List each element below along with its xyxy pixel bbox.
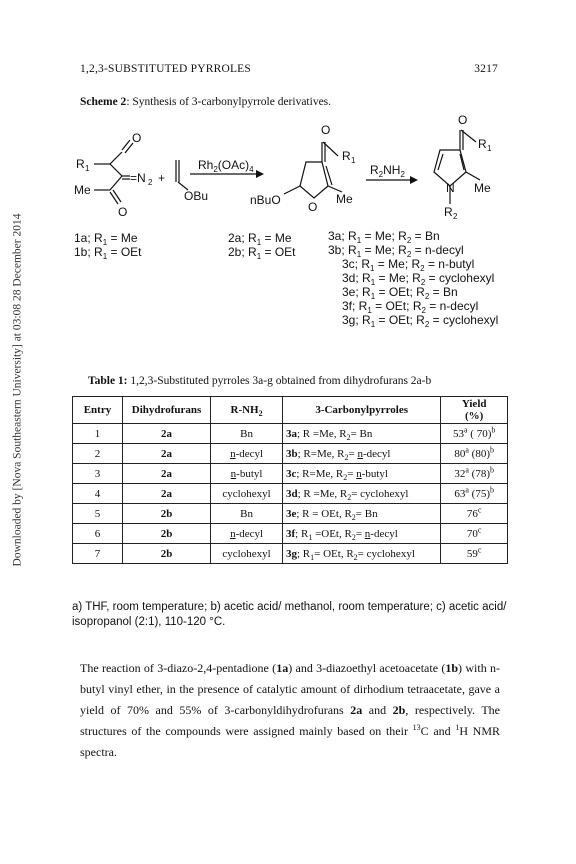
svg-text:Me: Me bbox=[74, 183, 91, 197]
svg-text:+: + bbox=[158, 171, 166, 185]
table-row bbox=[73, 504, 508, 524]
header-yield: Yield (%) bbox=[441, 397, 508, 424]
svg-text:3b; R1 = Me; R2 = n-decyl: 3b; $R_1 = Me$; $R_2$ = n-decyl bbox=[328, 243, 464, 259]
cell-dihydrofuran: 2a bbox=[122, 464, 210, 484]
svg-text:3d; R1 = Me; R2 = cyclohexyl: 3d; $R_1 = Me$; $R_2$ = cyclohexyl bbox=[342, 271, 495, 287]
svg-text:N: N bbox=[446, 181, 455, 195]
cell-amine: cyclohexyl bbox=[211, 544, 283, 564]
header-carbonylpyrroles: 3-Carbonylpyrroles bbox=[282, 397, 440, 424]
compound-list-2 bbox=[228, 231, 296, 261]
cell-amine: Bn bbox=[211, 424, 283, 444]
table-row bbox=[73, 544, 508, 564]
svg-text:OBu: OBu bbox=[184, 189, 209, 203]
cell-yield: 59$^c$ bbox=[441, 544, 508, 564]
reagent-1: $Rh_2(OAc)_4$ bbox=[198, 158, 254, 174]
svg-text:R: R bbox=[444, 205, 453, 219]
body-paragraph: The reaction of 3-diazo-2,4-pentadione (1a) and 3-diazoethyl acetoacetate (1b) with n-butyl vinyl ether, in the presence of catalytic amount of dirhodium tetraacetate, gave a yield of 70% and 55% of 3-carbonyldihydrofurans 2a and 2b, respectively. The structures of the compounds were assigned mainly based on their $^{13}$C and $^1$H NMR spectra. bbox=[80, 661, 501, 759]
header-rnh2: $R-NH_2$ bbox=[211, 397, 283, 424]
cell-dihydrofuran: 2b bbox=[122, 544, 210, 564]
running-head bbox=[80, 63, 498, 75]
cell-yield: 80$^a$ $(80)^b$ bbox=[441, 444, 508, 464]
svg-text:R: R bbox=[342, 149, 351, 163]
cell-yield: 76$^c$ bbox=[441, 504, 508, 524]
svg-text:1: 1 bbox=[85, 164, 90, 173]
svg-text:O: O bbox=[118, 205, 128, 219]
svg-text:O: O bbox=[321, 123, 331, 137]
svg-text:3f; R1 = OEt; R2 = n-decyl: 3f; $R_1$ = OEt; $R_2$ = n-decyl bbox=[342, 299, 479, 315]
svg-text:3g; R1 = OEt; R2 = cyclohexyl: 3g; $R_1$ = OEt; $R_2$ = cyclohexyl bbox=[342, 313, 499, 329]
svg-text:1a; R1 = Me: 1a; $R_1 = Me$ bbox=[74, 231, 138, 247]
svg-text:1: 1 bbox=[351, 156, 356, 165]
cell-dihydrofuran: 2b bbox=[122, 504, 210, 524]
cell-entry: 4 bbox=[73, 484, 123, 504]
scheme-label: Scheme 2 bbox=[80, 96, 127, 108]
cell-dihydrofuran: 2b bbox=[122, 524, 210, 544]
cell-pyrrole: 3d; R =Me, $R_2=$ cyclohexyl bbox=[282, 484, 440, 504]
cell-amine: Bn bbox=[211, 504, 283, 524]
compound-2-structure bbox=[284, 142, 342, 198]
reaction-scheme bbox=[70, 112, 510, 347]
svg-text:3a; R1 = Me; R2 = Bn: 3a; $R_1 = Me$; $R_2 = Bn$ bbox=[328, 229, 440, 245]
cell-dihydrofuran: 2a bbox=[122, 484, 210, 504]
compound-list-3 bbox=[328, 229, 498, 329]
svg-text:O: O bbox=[132, 131, 142, 145]
cell-pyrrole: 3c; R=Me, $R_2=$ n-butyl bbox=[282, 464, 440, 484]
svg-text:nBuO: nBuO bbox=[250, 193, 281, 207]
svg-text:3e; R1 = OEt; R2 = Bn: 3e; $R_1$ = OEt; $R_2 = Bn$ bbox=[342, 285, 458, 301]
cell-entry: 5 bbox=[73, 504, 123, 524]
table-caption bbox=[88, 375, 431, 387]
svg-text:O: O bbox=[308, 200, 318, 214]
table-row bbox=[73, 524, 508, 544]
svg-text:Me: Me bbox=[336, 192, 353, 206]
cell-amine: n-decyl bbox=[211, 444, 283, 464]
table-footnote: a) THF, room temperature; b) acetic acid/ methanol, room temperature; c) acetic acid/ isopropanol (2:1), 110-120 °C. bbox=[72, 601, 507, 628]
cell-yield: 70$^c$ bbox=[441, 524, 508, 544]
header-dihydrofurans: Dihydrofurans bbox=[122, 397, 210, 424]
svg-text:2: 2 bbox=[453, 212, 458, 221]
svg-text:3c; R1 = Me; R2 = n-butyl: 3c; $R_1 = Me$; $R_2$ = n-butyl bbox=[342, 257, 475, 273]
running-head-title: 1,2,3-SUBSTITUTED PYRROLES bbox=[80, 63, 252, 75]
cell-amine: n-butyl bbox=[211, 464, 283, 484]
cell-entry: 1 bbox=[73, 424, 123, 444]
cell-yield: 32$^a$ $(78)^b$ bbox=[441, 464, 508, 484]
scheme-caption bbox=[80, 96, 331, 108]
table-label: Table 1: bbox=[88, 375, 128, 387]
cell-entry: 3 bbox=[73, 464, 123, 484]
table-row bbox=[73, 484, 508, 504]
cell-dihydrofuran: 2a bbox=[122, 444, 210, 464]
svg-text:2b; R1 = OEt: 2b; $R_1$ = OEt bbox=[228, 245, 296, 261]
cell-pyrrole: 3f; $R_1 =OEt$, $R_2=$ n-decyl bbox=[282, 524, 440, 544]
svg-text:O: O bbox=[458, 113, 468, 127]
svg-text:2a; R1 = Me: 2a; $R_1 = Me$ bbox=[228, 231, 292, 247]
table-row bbox=[73, 464, 508, 484]
svg-text:R: R bbox=[76, 157, 85, 171]
cell-entry: 2 bbox=[73, 444, 123, 464]
table-row bbox=[73, 444, 508, 464]
cell-pyrrole: 3b; R=Me, $R_2=$ n-decyl bbox=[282, 444, 440, 464]
svg-text:=N: =N bbox=[130, 171, 146, 185]
table-header-row bbox=[73, 397, 508, 424]
page-number: 3217 bbox=[474, 63, 498, 75]
svg-text:2: 2 bbox=[148, 178, 153, 187]
cell-amine: n-decyl bbox=[211, 524, 283, 544]
table-caption-text: 1,2,3-Substituted pyrroles 3a-g obtained from dihydrofurans 2a-b bbox=[127, 375, 432, 387]
cell-yield: 53$^a$ ( 70)$^b$ bbox=[441, 424, 508, 444]
header-entry: Entry bbox=[73, 397, 123, 424]
scheme-caption-text: : Synthesis of 3-carbonylpyrrole derivatives. bbox=[126, 96, 332, 108]
results-table bbox=[72, 396, 508, 564]
download-watermark bbox=[6, 130, 28, 650]
cell-pyrrole: 3e; R = OEt, $R_2= Bn$ bbox=[282, 504, 440, 524]
svg-text:R: R bbox=[478, 137, 487, 151]
svg-text:1b; R1 = OEt: 1b; $R_1$ = OEt bbox=[74, 245, 142, 261]
compound-list-1 bbox=[74, 231, 142, 261]
cell-yield: 63$^a$ $(75)^b$ bbox=[441, 484, 508, 504]
table-row bbox=[73, 424, 508, 444]
cell-entry: 6 bbox=[73, 524, 123, 544]
compound-1-structure bbox=[94, 140, 133, 204]
cell-amine: cyclohexyl bbox=[211, 484, 283, 504]
cell-dihydrofuran: 2a bbox=[122, 424, 210, 444]
svg-text:Me: Me bbox=[474, 181, 491, 195]
cell-entry: 7 bbox=[73, 544, 123, 564]
svg-text:1: 1 bbox=[487, 144, 492, 153]
reagent-2: $R_2NH_2$ bbox=[370, 163, 405, 179]
cell-pyrrole: 3g; $R_1=$ OEt, $R_2=$ cyclohexyl bbox=[282, 544, 440, 564]
download-watermark-text: Downloaded by [Nova Southeastern University] at 03:08 28 December 2014 bbox=[11, 213, 23, 567]
cell-pyrrole: 3a; R =Me, $R_2= Bn$ bbox=[282, 424, 440, 444]
